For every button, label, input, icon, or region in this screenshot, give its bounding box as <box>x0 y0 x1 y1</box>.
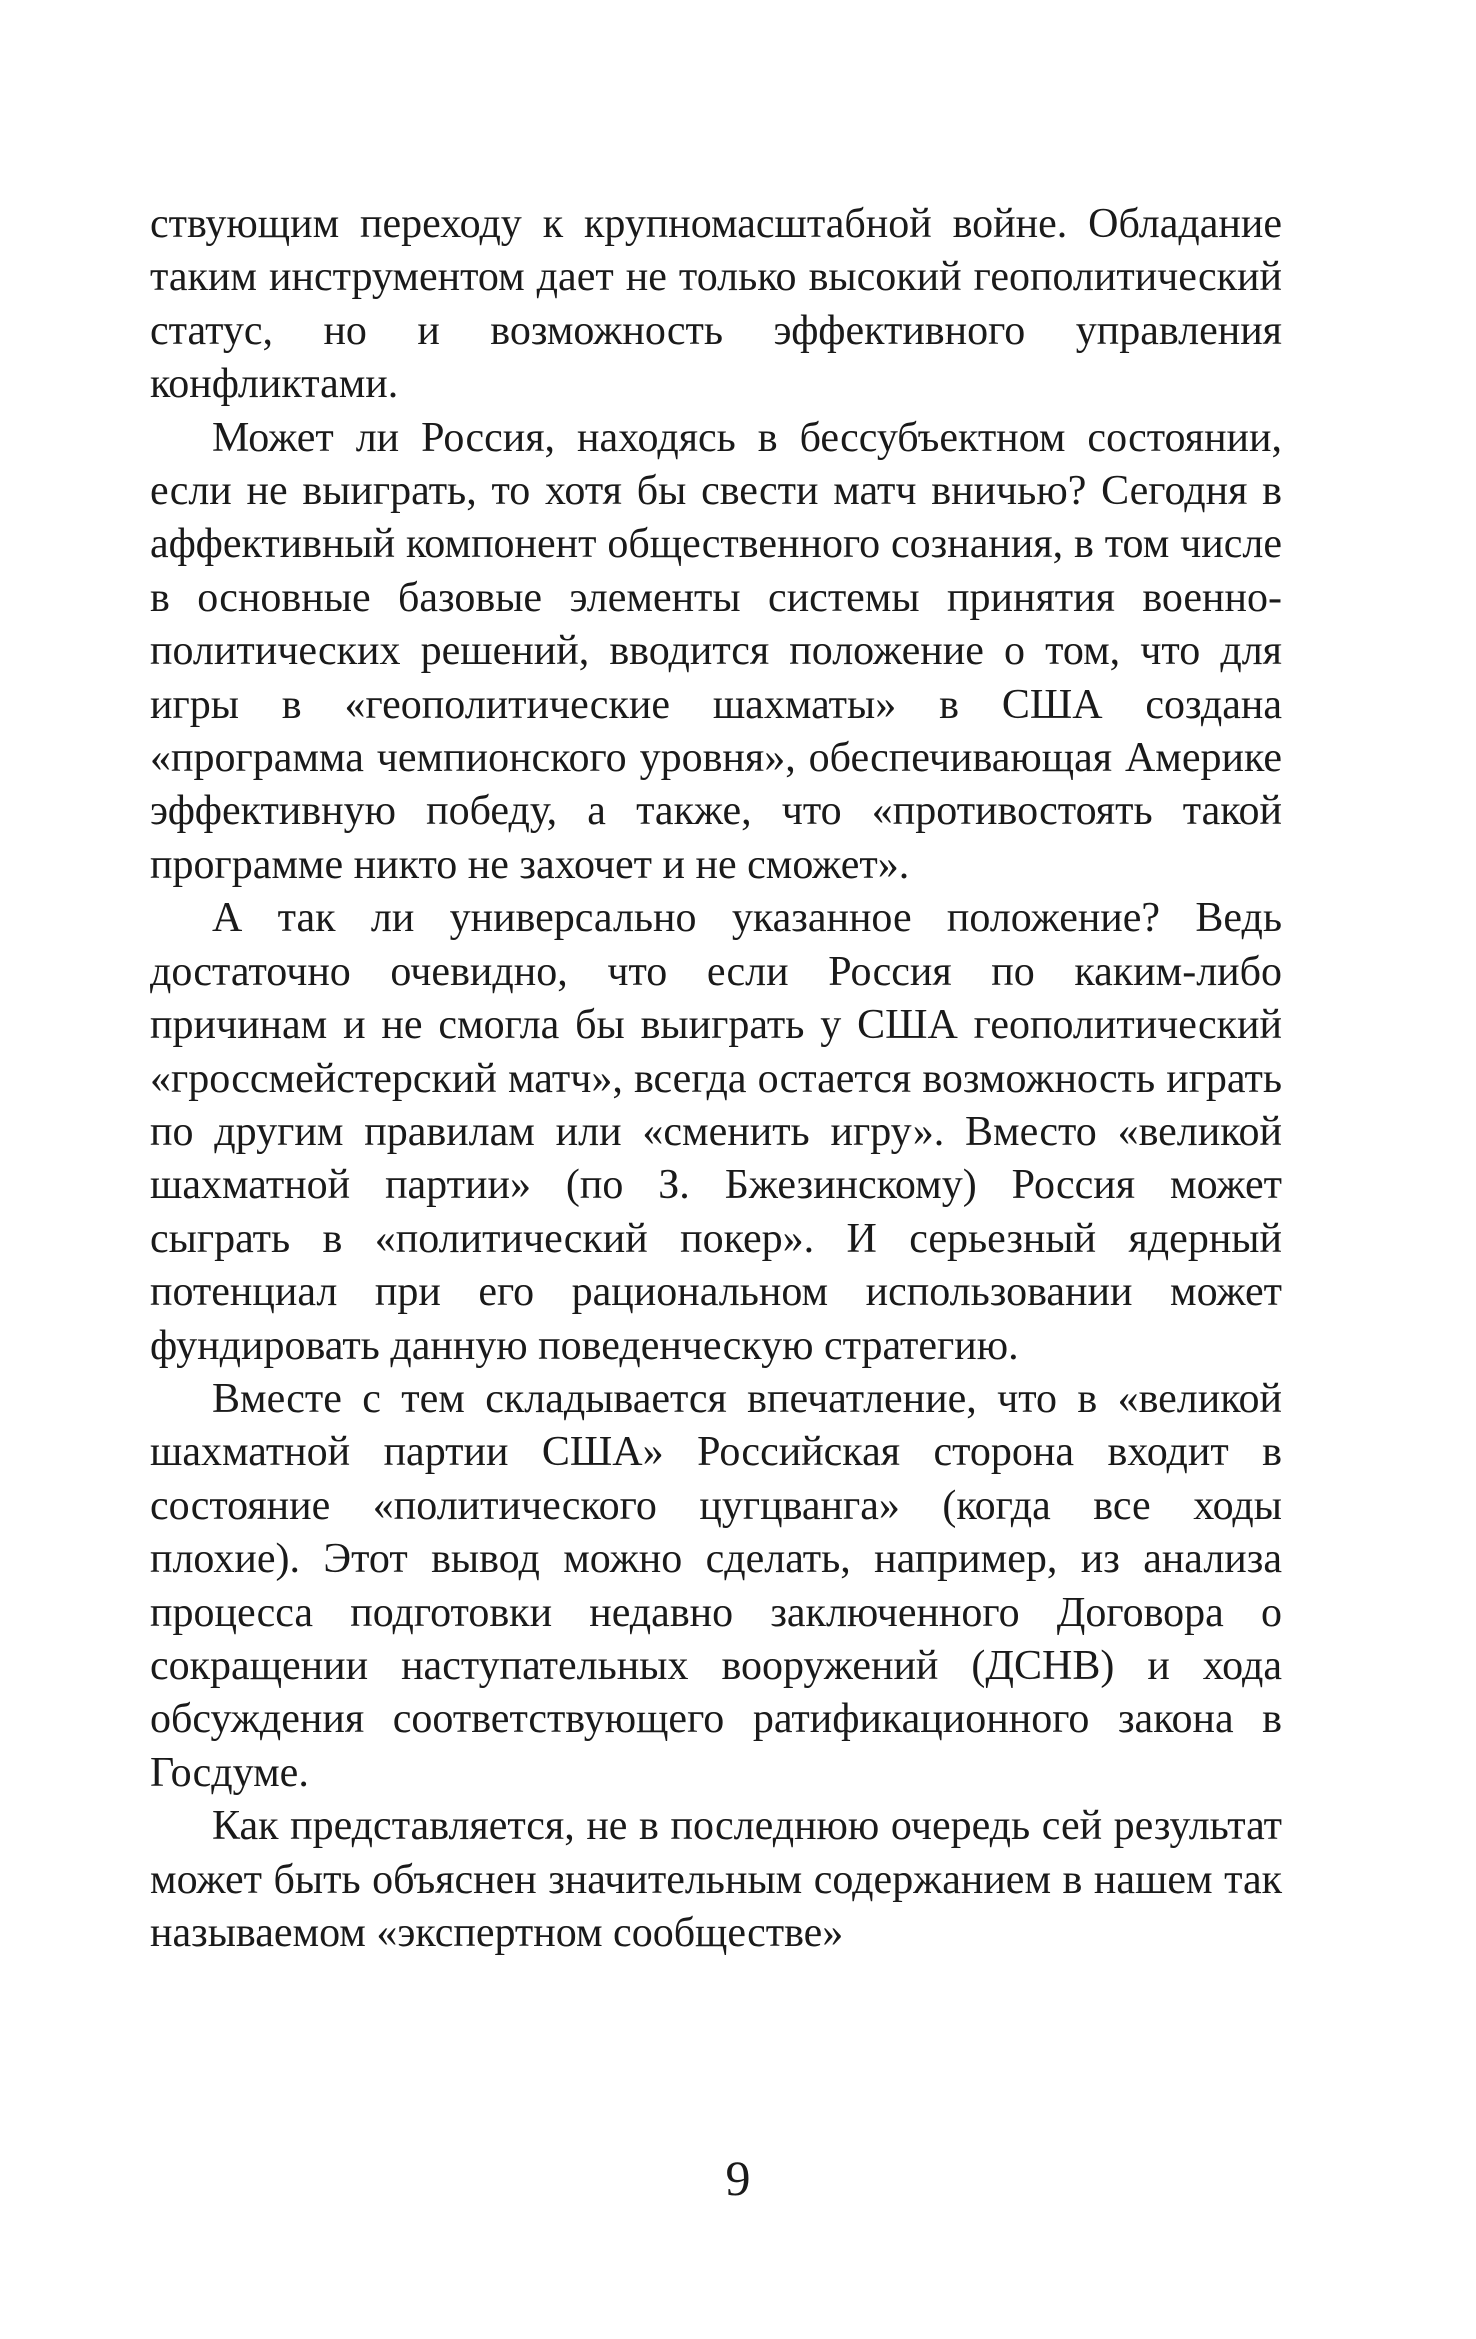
paragraph-5: Как представляется, не в последнюю очередь сей результат может быть объяснен значительным содержанием в нашем так называемом «экспертном сообществе» <box>150 1803 1282 1956</box>
page-number: 9 <box>725 2150 751 2206</box>
paragraph-4: Вместе с тем складывается впечатление, что в «великой шахматной партии США» Российская сторона входит в состояние «политического цугцванга» (когда все ходы плохие). Этот вывод можно сделать, например, из анализа процесса подготовки недавно заключенного Договора о сокращении наступательных вооружений (ДСНВ) и хода обсуждения соответствующего ратификационного закона в Госдуме. <box>150 1375 1282 1796</box>
paragraph-2: Может ли Россия, находясь в бессубъектном состоянии, если не выиграть, то хотя бы свести матч вничью? Сегодня в аффективный компонент общественного сознания, в том числе в основные базовые элементы системы принятия военно-политических решений, вводится положение о том, что для игры в «геополитические шахматы» в США создана «программа чемпионского уровня», обеспечивающая Америке эффективную победу, а также, что «противостоять такой программе никто не захочет и не сможет». <box>150 414 1282 888</box>
paragraph-1: ствующим переходу к крупномасштабной войне. Обладание таким инструментом дает не только высокий геополитический статус, но и возможность эффективного управления конфликтами. <box>150 201 1282 408</box>
page-body-text <box>150 198 1282 1960</box>
paragraph-3: А так ли универсально указанное положение? Ведь достаточно очевидно, что если Россия по каким-либо причинам и не смогла бы выиграть у США геополитический «гроссмейстерский матч», всегда остается возможность играть по другим правилам или «сменить игру». Вместо «великой шахматной партии» (по З. Бжезинскому) Россия может сыграть в «политический покер». И серьезный ядерный потенциал при его рациональном использовании может фундировать данную поведенческую стратегию. <box>150 895 1282 1369</box>
